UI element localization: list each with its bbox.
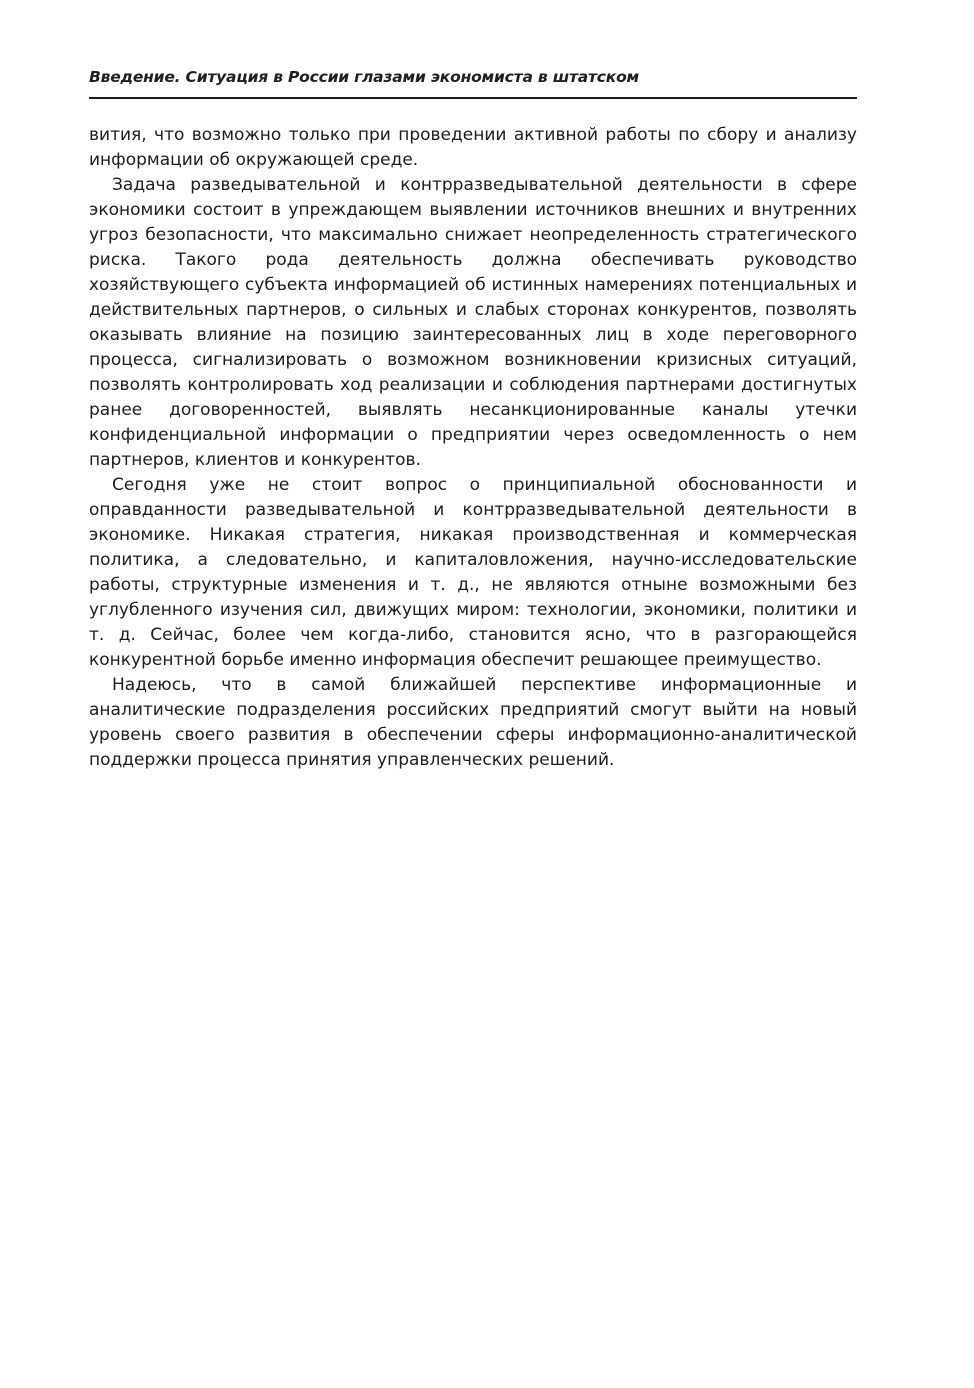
paragraph: Сегодня уже не стоит вопрос о принципиальной обоснованности и оправданности разведывательной и контрразведывательной деятельности в экономике. Никакая стратегия, никакая производственная и коммерческая политика, а следовательно, и капиталовложения, научно-исследовательские работы, структурные изменения и т. д., не являются отныне возможными без углубленного изучения сил, движущих миром: технологии, экономики, политики и т. д. Сейчас, более чем когда-либо, становится ясно, что в разгорающейся конкурентной борьбе именно информация обеспечит решающее преимущество. <box>89 475 857 670</box>
paragraph: Задача разведывательной и контрразведывательной деятельности в сфере экономики состоит в упреждающем выявлении источников внешних и внутренних угроз безопасности, что максимально снижает неопределенность стратегического риска. Такого рода деятельность должна обеспечивать руководство хозяйствующего субъекта информацией об истинных намерениях потенциальных и действительных партнеров, о сильных и слабых сторонах конкурентов, позволять оказывать влияние на позицию заинтересованных лиц в ходе переговорного процесса, сигнализировать о возможном возникновении кризисных ситуаций, позволять контролировать ход реализации и соблюдения партнерами достигнутых ранее договоренностей, выявлять несанкционированные каналы утечки конфиденциальной информации о предприятии через осведомленность о нем партнеров, клиентов и конкурентов. <box>89 175 857 470</box>
paragraph-continued: вития, что возможно только при проведении активной работы по сбору и анализу информации об окружающей среде. <box>89 125 857 170</box>
running-head-title: Введение. Ситуация в России глазами экономиста в штатском <box>89 68 640 86</box>
body-text <box>89 123 857 773</box>
paragraph: Надеюсь, что в самой ближайшей перспективе информационные и аналитические подразделения российских предприятий смогут выйти на новый уровень своего развития в обеспечении сферы информационно-аналитической поддержки процесса принятия управленческих решений. <box>89 675 857 770</box>
header-rule <box>89 97 857 99</box>
